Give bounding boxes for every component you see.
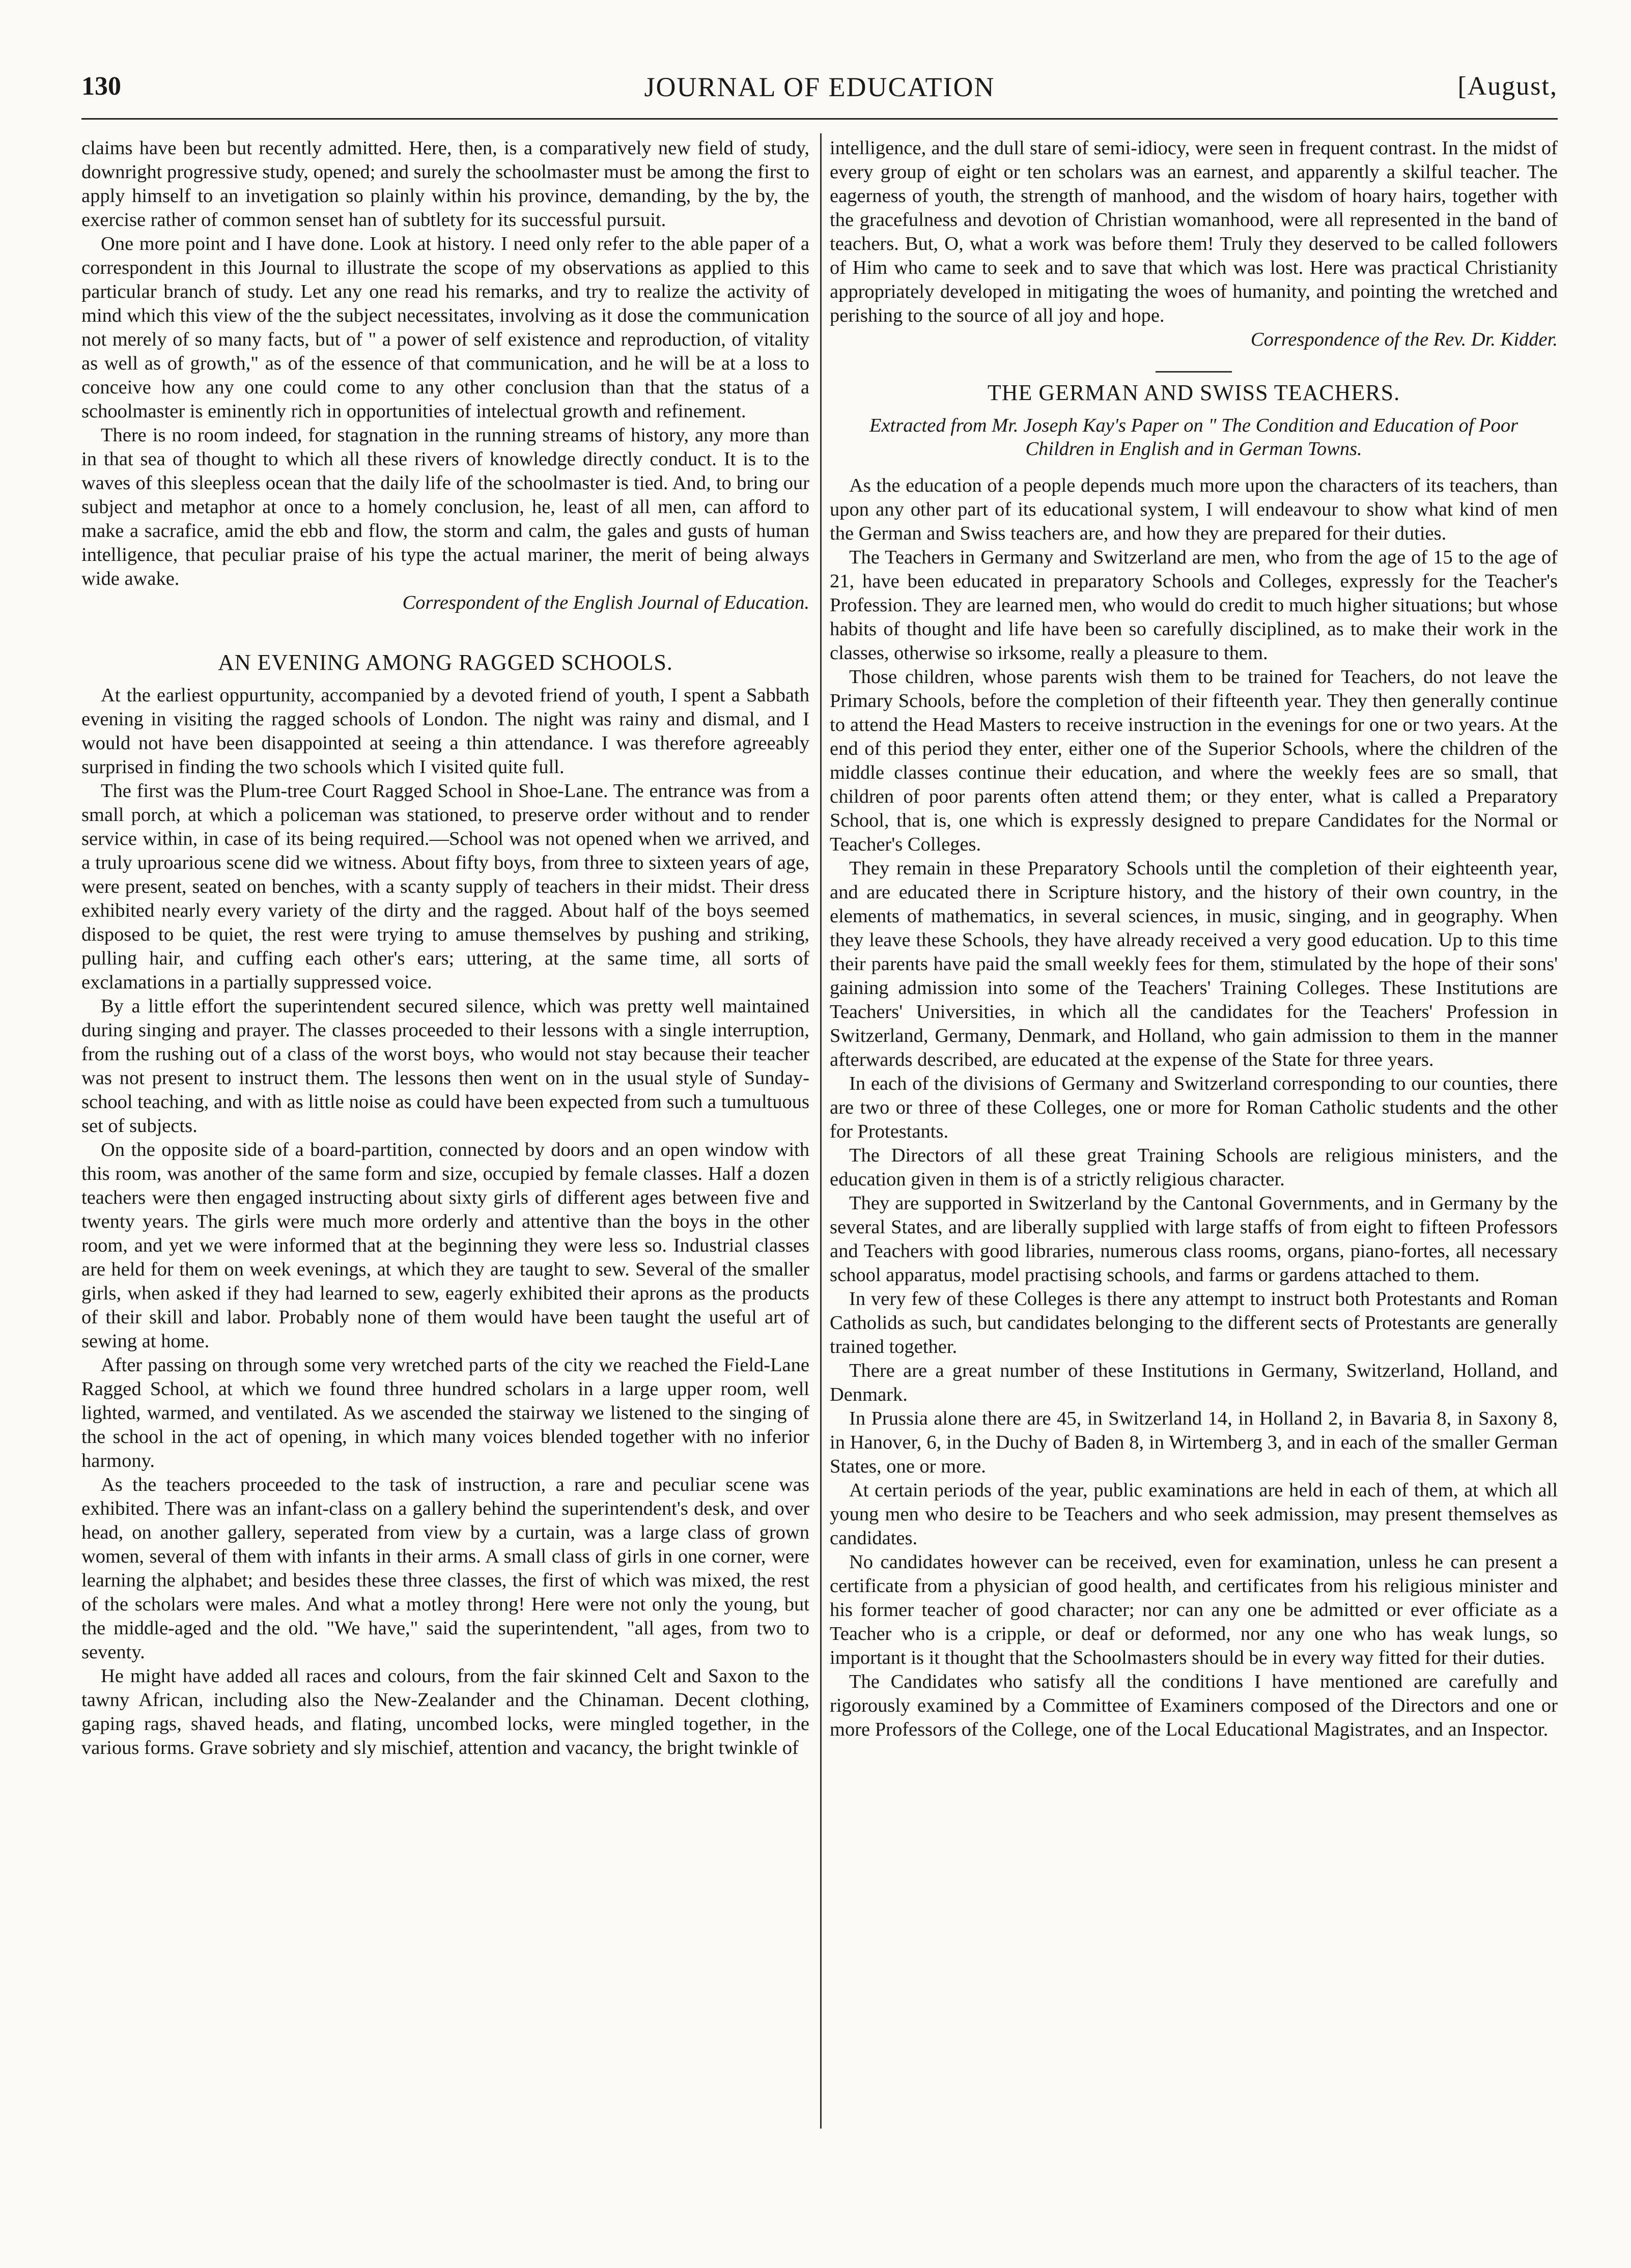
article-paragraph: The first was the Plum-tree Court Ragged School in Shoe-Lane. The entrance was from a small porch, at which a policeman was stationed, to preserve order without and to render service within, in case of its being required.—School was not opened when we arrived, and a truly uproarious scene did we witness. About fifty boys, from three to sixteen years of age, were present, seated on benches, with a scanty supply of teachers in their midst. Their dress exhibited nearly every variety of the dirty and the ragged. About half of the boys seemed disposed to be quiet, the rest were trying to amuse themselves by pushing and striking, pulling hair, and cuffing each other's ears; uttering, at the same time, all sorts of exclamations in a partially suppressed voice.: [81, 780, 809, 993]
article-paragraph: No candidates however can be received, even for examination, unless he can present a certificate from a physician of good health, and certificates from his religious minister and his former teacher of good character; nor can any one be admitted or ever officiate as a Teacher who is a cripple, or deaf or deformed, nor any one who has weak lungs, so important is it thought that the Schoolmasters should be in every way fitted for their duties.: [830, 1551, 1558, 1668]
article-paragraph: As the education of a people depends much more upon the characters of its teachers, than upon any other part of its educational system, I will endeavour to show what kind of men the German and Swiss teachers are, and how they are prepared for their duties.: [830, 475, 1558, 544]
article-paragraph: They are supported in Switzerland by the Cantonal Governments, and in Germany by the several States, and are liberally supplied with large staffs of from eight to fifteen Professors and Teachers with good libraries, numerous class rooms, organs, piano-fortes, all necessary school apparatus, model practising schools, and farms or gardens attached to them.: [830, 1193, 1558, 1286]
article-paragraph: In each of the divisions of Germany and Switzerland corresponding to our counties, there are two or three of these Colleges, one or more for Roman Catholic students and the other for Protestants.: [830, 1073, 1558, 1142]
column-divider: [820, 133, 822, 2129]
page-header: [81, 71, 1558, 117]
article-paragraph: By a little effort the superintendent secured silence, which was pretty well maintained during singing and prayer. The classes proceeded to their lessons with a single interruption, from the rushing out of a class of the worst boys, who would not stay because their teacher was not present to instruct them. The lessons then went on in the usual style of Sunday-school teaching, and with as little noise as could have been expected from such a tumultuous set of subjects.: [81, 996, 809, 1137]
article-paragraph: As the teachers proceeded to the task of instruction, a rare and peculiar scene was exhibited. There was an infant-class on a gallery behind the superintendent's desk, and over head, on another gallery, seperated from view by a curtain, was a large class of grown women, several of them with infants in their arms. A small class of girls in one corner, were learning the alphabet; and besides these three classes, the first of which was mixed, the rest of the scholars were males. And what a motley throng! Here were not only the young, but the middle-aged and the old. "We have," said the superintendent, "all ages, from two to seventy.: [81, 1474, 809, 1663]
section-title: THE GERMAN AND SWISS TEACHERS.: [987, 380, 1400, 405]
article-signature: Correspondence of the Rev. Dr. Kidder.: [1250, 329, 1558, 350]
article-paragraph: They remain in these Preparatory Schools until the completion of their eighteenth year, and are educated there in Scripture history, and the history of their own country, in the elements of mathematics, in several sciences, in music, singing, and in geography. When they leave these Schools, they have already received a very good education. Up to this time their parents have paid the small weekly fees for them, stimulated by the hope of their sons' gaining admission into some of the Teachers' Training Colleges. These Institutions are Teachers' Universities, in which all the candidates for the Teachers' Profession in Switzerland, Germany, Denmark, and Holland, who gain admission to them in the manner afterwards described, are educated at the expense of the State for three years.: [830, 858, 1558, 1070]
article-paragraph: The Teachers in Germany and Switzerland are men, who from the age of 15 to the age of 21, have been educated in preparatory Schools and Colleges, expressly for the Teacher's Profession. They are learned men, who would do credit to much higher situations; but whose habits of thought and life have been so carefully disciplined, as to make their work in the classes, otherwise so irksome, really a pleasure to them.: [830, 547, 1558, 664]
section-divider: [1156, 371, 1232, 373]
article-paragraph: The Directors of all these great Training Schools are religious ministers, and the education given in them is of a strictly religious character.: [830, 1145, 1558, 1190]
article-paragraph: At the earliest oppurtunity, accompanied by a devoted friend of youth, I spent a Sabbath evening in visiting the ragged schools of London. The night was rainy and dismal, and I would not have been disappointed at seeing a thin attendance. I was therefore agreeably surprised in finding the two schools which I visited quite full.: [81, 685, 809, 778]
section-title: AN EVENING AMONG RAGGED SCHOOLS.: [218, 650, 673, 675]
article-paragraph: He might have added all races and colours, from the fair skinned Celt and Saxon to the tawny African, including also the New-Zealander and the Chinaman. Decent clothing, gaping rags, shaved heads, and flating, uncombed locks, were mingled together, in the various forms. Grave sobriety and sly mischief, attention and vacancy, the bright twinkle of: [81, 1665, 809, 1759]
article-paragraph: There is no room indeed, for stagnation in the running streams of history, any more than in that sea of thought to which all these rivers of knowledge directly conduct. It is to the waves of this sleepless ocean that the daily life of the schoolmaster is tied. And, to bring our subject and metaphor at once to a homely conclusion, he, least of all men, can afford to make a sacrafice, amid the ebb and flow, the storm and calm, the gales and gusts of human intelligence, that peculiar praise of his type the actual mariner, the merit of being always wide awake.: [81, 424, 809, 589]
article-paragraph: Those children, whose parents wish them to be trained for Teachers, do not leave the Primary Schools, before the completion of their fifteenth year. They then generally continue to attend the Head Masters to receive instruction in the evenings for one or two years. At the end of this period they enter, either one of the Superior Schools, where the children of the middle classes continue their education, and where the weekly fees are so small, that children of poor parents often attend them; or they enter, what is called a Preparatory School, that is, one which is expressly designed to prepare Candidates for the Normal or Teacher's Colleges.: [830, 666, 1558, 855]
header-rule: [81, 118, 1558, 120]
article-paragraph: On the opposite side of a board-partition, connected by doors and an open window with this room, was another of the same form and size, occupied by female classes. Half a dozen teachers were then engaged instructing about sixty girls of different ages between five and twenty years. The girls were much more orderly and attentive than the boys in the other room, and yet we were informed that at the beginning they were less so. Industrial classes are held for them on week evenings, at which they are taught to sew. Several of the smaller girls, when asked if they had learned to sew, eagerly exhibited their aprons as the products of their skill and labor. Probably none of them would have been taught the useful art of sewing at home.: [81, 1139, 809, 1352]
left-column: [81, 136, 809, 2132]
article-paragraph: At certain periods of the year, public examinations are held in each of them, at which all young men who desire to be Teachers and who seek admission, may present themselves as candidates.: [830, 1480, 1558, 1549]
article-paragraph: In very few of these Colleges is there any attempt to instruct both Protestants and Roman Catholids as such, but candidates belonging to the different sects of Protestants are generally trained together.: [830, 1288, 1558, 1357]
journal-title: JOURNAL OF EDUCATION: [644, 72, 995, 102]
article-paragraph: intelligence, and the dull stare of semi-idiocy, were seen in frequent contrast. In the midst of every group of eight or ten scholars was an earnest, and apparently a skilful teacher. The eagerness of youth, the strength of manhood, and the wisdom of hoary hairs, together with the gracefulness and devotion of Christian womanhood, were all represented in the band of teachers. But, O, what a work was before them! Truly they deserved to be called followers of Him who came to seek and to save that which was lost. Here was practical Christianity appropriately developed in mitigating the woes of humanity, and pointing the wretched and perishing to the source of all joy and hope.: [830, 137, 1558, 326]
article-paragraph: One more point and I have done. Look at history. I need only refer to the able paper of a correspondent in this Journal to illustrate the scope of my observations as applied to this particular branch of study. Let any one read his remarks, and try to realize the activity of mind which this view of the the subject necessitates, involving as it dose the communication not merely of so many facts, but of " a power of self existence and reproduction, of vitality as well as of growth," as of the essence of that communication, and he will be at a loss to conceive how any one could come to any other conclusion than that the status of a schoolmaster is eminently rich in opportunities of intelectual growth and refinement.: [81, 233, 809, 422]
article-paragraph: claims have been but recently admitted. Here, then, is a comparatively new field of study, downright progressive study, opened; and surely the schoolmaster must be among the first to apply himself to an invetigation so plainly within his province, demanding, by the by, the exercise rather of common senset han of subtlety for its successful pursuit.: [81, 137, 809, 231]
right-column: [830, 136, 1558, 2132]
article-paragraph: In Prussia alone there are 45, in Switzerland 14, in Holland 2, in Bavaria 8, in Saxony 8, in Hanover, 6, in the Duchy of Baden 8, in Wirtemberg 3, and in each of the smaller German States, one or more.: [830, 1408, 1558, 1477]
issue-month: [August,: [1457, 72, 1558, 101]
article-signature: Correspondent of the English Journal of Education.: [402, 592, 809, 613]
section-subtitle: Extracted from Mr. Joseph Kay's Paper on " The Condition and Education of Poor Children in English and in German Towns.: [869, 415, 1518, 460]
article-paragraph: The Candidates who satisfy all the conditions I have mentioned are carefully and rigorously examined by a Committee of Examiners composed of the Directors and one or more Professors of the College, one of the Local Educational Magistrates, and an Inspector.: [830, 1671, 1558, 1740]
article-paragraph: There are a great number of these Institutions in Germany, Switzerland, Holland, and Denmark.: [830, 1360, 1558, 1405]
article-paragraph: After passing on through some very wretched parts of the city we reached the Field-Lane Ragged School, at which we found three hundred scholars in a large upper room, well lighted, warmed, and ventilated. As we ascended the stairway we listened to the singing of the school in the act of opening, in which many voices blended together with no inferior harmony.: [81, 1354, 809, 1471]
page-number: 130: [81, 72, 121, 101]
